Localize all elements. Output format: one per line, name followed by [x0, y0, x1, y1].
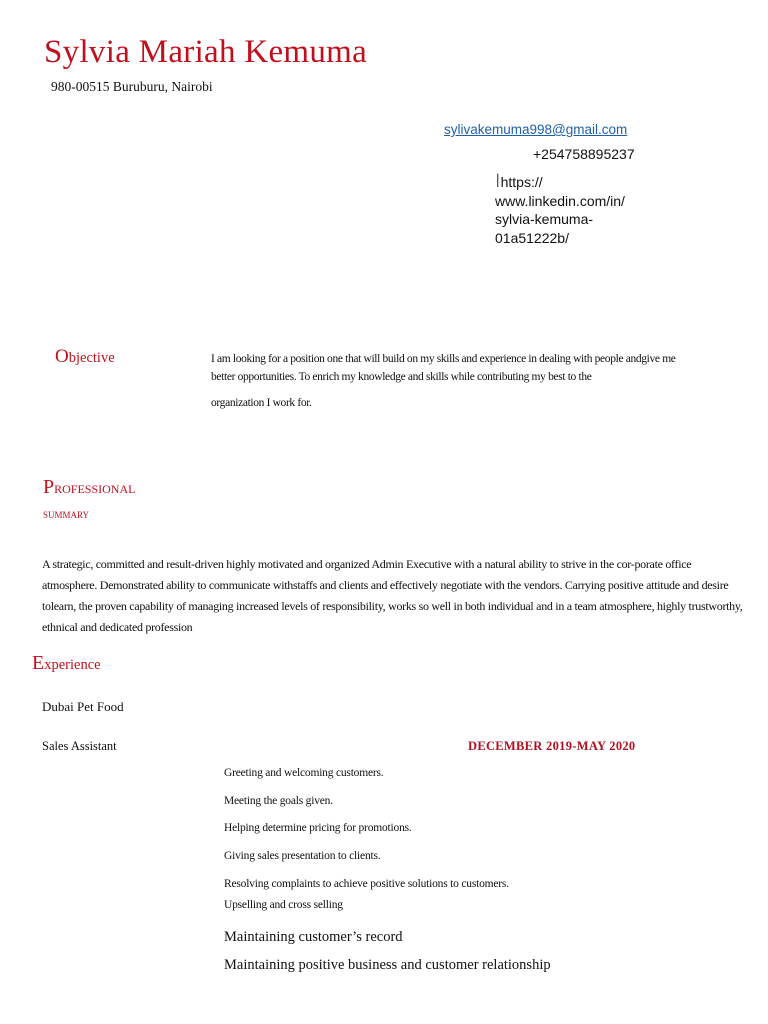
phone-number: +254758895237: [533, 146, 635, 162]
professional-heading-initial: P: [43, 476, 55, 498]
duty-item: Maintaining customer’s record: [224, 929, 403, 945]
duty-item: Giving sales presentation to clients.: [224, 850, 381, 862]
objective-line-3: organization I work for.: [211, 397, 312, 409]
objective-heading: [55, 346, 115, 368]
experience-heading-rest: xperience: [44, 657, 101, 673]
company-name: Dubai Pet Food: [42, 699, 124, 714]
objective-line-2: better opportunities. To enrich my knowledge and skills while contributing my best to the: [211, 371, 592, 383]
objective-line-1: I am looking for a position one that will build on my skills and experience in dealing with people andgive me: [211, 353, 676, 365]
experience-heading: [32, 652, 101, 675]
duty-item: Maintaining positive business and customer relationship: [224, 957, 551, 973]
objective-heading-initial: O: [55, 346, 69, 367]
resume-name: Sylvia Mariah Kemuma: [44, 34, 368, 70]
experience-heading-initial: E: [32, 652, 45, 674]
duty-item: Greeting and welcoming customers.: [224, 767, 384, 779]
duty-item: Resolving complaints to achieve positive solutions to customers.: [224, 878, 509, 890]
duty-item: Helping determine pricing for promotions.: [224, 822, 412, 834]
address: 980-00515 Buruburu, Nairobi: [51, 79, 213, 94]
duty-item: Meeting the goals given.: [224, 795, 333, 807]
linkedin-url[interactable]: [495, 172, 665, 247]
objective-heading-rest: bjective: [68, 350, 115, 366]
duty-item: Upselling and cross selling: [224, 899, 343, 911]
job-title: Sales Assistant: [42, 739, 117, 753]
email-link[interactable]: sylivakemuma998@gmail.com: [444, 122, 628, 137]
objective-text: [211, 350, 768, 412]
linkedin-url-text: https:// www.linkedin.com/in/ sylvia-kemuma- 01a51222b/: [495, 174, 625, 246]
summary-text: A strategic, committed and result-driven highly motivated and organized Admin Executive with a natural ability to strive in the cor-porate office atmosphere. Demonstrated ability to communicate withstaffs and clients and effectively negotiate with the vendors. Carrying positive attitude and desire tolearn, the proven capability of managing increased levels of responsibility, works so well in both individual and in a team atmosphere, highly trustworthy, ethnical and dedicated profession: [42, 557, 743, 634]
summary-subheading: summary: [43, 506, 90, 521]
professional-heading-rest: rofessional: [54, 478, 136, 497]
text-cursor-glyph: I: [495, 170, 501, 192]
professional-summary-heading: [43, 476, 135, 499]
employment-dates: DECEMBER 2019-MAY 2020: [468, 739, 636, 753]
